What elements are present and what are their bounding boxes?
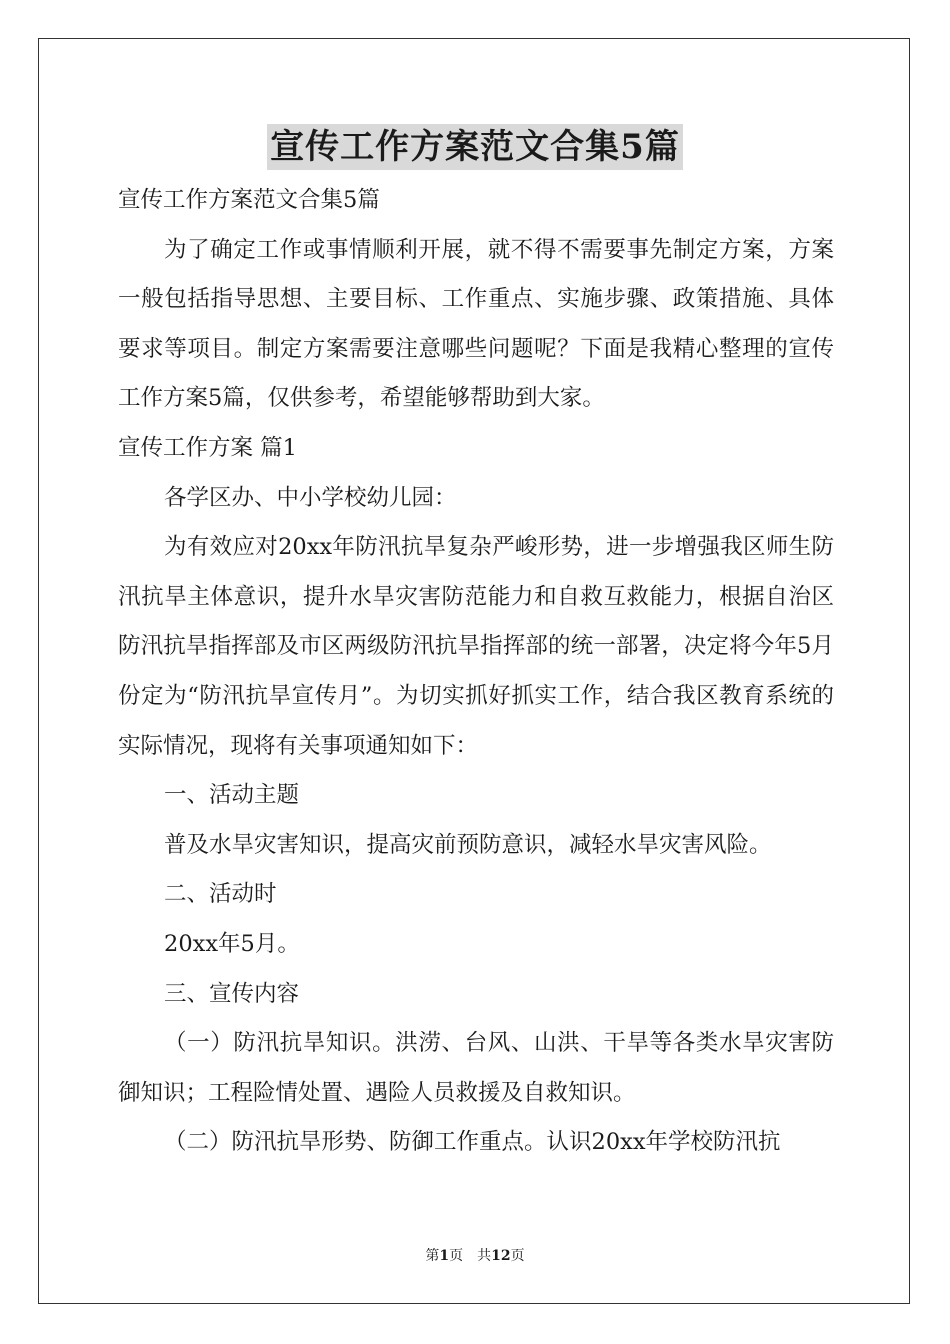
document-body (118, 176, 834, 1168)
page-footer (0, 1246, 950, 1266)
heading-content: 三、宣传内容 (164, 980, 300, 1007)
total-pages-number: 12 (491, 1248, 511, 1264)
footer-total-suffix: 页 (510, 1248, 525, 1264)
time-text: 20xx年5月。 (164, 930, 300, 957)
document-title: 宣传工作方案范文合集5篇 (267, 124, 683, 170)
current-page-number: 1 (439, 1248, 450, 1264)
content-item-1: （一）防汛抗旱知识。洪涝、台风、山洪、干旱等各类水旱灾害防御知识；工程险情处置、遇险人员救援及自救知识。 (118, 1030, 834, 1106)
intro-paragraph: 为了确定工作或事情顺利开展，就不得不需要事先制定方案，方案一般包括指导思想、主要目标、工作重点、实施步骤、政策措施、具体要求等项目。制定方案需要注意哪些问题呢？下面是我精心整理的宣传工作方案5篇，仅供参考，希望能够帮助到大家。 (118, 236, 834, 412)
footer-page-suffix: 页 共 (449, 1248, 492, 1264)
title-container (0, 124, 950, 170)
section-heading: 宣传工作方案 篇1 (118, 434, 297, 461)
heading-time: 二、活动时 (164, 881, 277, 908)
document-subtitle: 宣传工作方案范文合集5篇 (118, 187, 380, 213)
content-item-2: （二）防汛抗旱形势、防御工作重点。认识20xx年学校防汛抗 (164, 1129, 781, 1156)
heading-theme: 一、活动主题 (164, 782, 300, 809)
body-paragraph: 为有效应对20xx年防汛抗旱复杂严峻形势，进一步增强我区师生防汛抗旱主体意识，提升水旱灾害防范能力和自救互救能力，根据自治区防汛抗旱指挥部及市区两级防汛抗旱指挥部的统一部署，决定将今年5月份定为“防汛抗旱宣传月”。为切实抓好抓实工作，结合我区教育系统的实际情况，现将有关事项通知如下： (118, 534, 834, 759)
addressee: 各学区办、中小学校幼儿园： (164, 484, 457, 511)
theme-text: 普及水旱灾害知识，提高灾前预防意识，减轻水旱灾害风险。 (164, 831, 772, 858)
footer-prefix: 第 (425, 1248, 440, 1264)
